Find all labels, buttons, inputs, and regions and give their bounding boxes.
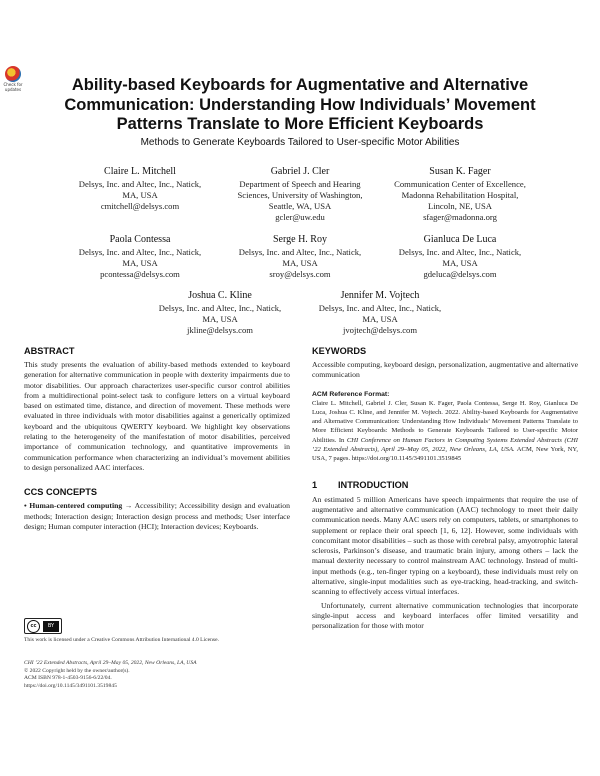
- paper-subtitle: Methods to Generate Keyboards Tailored to User-specific Motor Abilities: [140, 137, 460, 148]
- author-affiliation: MA, USA: [122, 189, 158, 200]
- introduction-heading: [312, 480, 578, 491]
- reference-format-heading: ACM Reference Format:: [312, 390, 390, 398]
- author-affiliation: Lincoln, NE, USA: [428, 201, 492, 211]
- author-email[interactable]: jkline@delsys.com: [187, 325, 253, 335]
- author-name: Gianluca De Luca: [423, 234, 497, 245]
- author-email[interactable]: jvojtech@delsys.com: [342, 325, 418, 335]
- author-email[interactable]: pcontessa@delsys.com: [100, 269, 180, 279]
- author-name: Claire L. Mitchell: [104, 166, 176, 177]
- reference-venue: CHI Conference on Human Factors in Computing Systems Extended Abstracts (CHI ’22 Extended Abstracts), April 29–May 05, 2022, New Orleans, LA, USA.: [312, 436, 578, 454]
- author-block: [50, 234, 230, 280]
- author-affiliation: MA, USA: [362, 313, 398, 324]
- author-affiliation: MA, USA: [122, 257, 158, 268]
- publication-info: [24, 660, 290, 690]
- doi-link[interactable]: https://doi.org/10.1145/3491101.3519845: [24, 682, 117, 689]
- ccs-heading: CCS CONCEPTS: [24, 487, 97, 498]
- keywords-heading: KEYWORDS: [312, 346, 367, 356]
- ccs-lead: • Human-centered computing: [24, 501, 123, 511]
- author-block: [130, 290, 310, 336]
- introduction-paragraph: An estimated 5 million Americans have speech impairments that require the use of augmentative and alternative communication (AAC) technology to meet their daily communication needs. Many AAC users rely on computers, tablets, or smartphones to supplement or replace their oral speech [1, 6, 12]. However, some individuals with concomitant motor disabilities – such as those with cerebral palsy, amyotrophic lateral sclerosis, Parkinson’s disease, and traumatic brain injury, among others – lack the manual dexterity necessary to control mainstream AAC technology. Instead of multi-input methods (e.g., ten-finger typing on a keyboard), these individuals must rely on alternative, single-input modalities such as eye-tracking, head-tracking, and switch-scanning to effectively access virtual interfaces.: [312, 494, 578, 597]
- author-email[interactable]: sroy@delsys.com: [269, 269, 331, 279]
- author-name: Susan K. Fager: [429, 166, 491, 177]
- keywords-text: Accessible computing, keyboard design, personalization, augmentative and alternative communication: [312, 360, 578, 380]
- ccs-arrow: →: [124, 501, 133, 511]
- badge-caption: Check for updates: [3, 82, 23, 92]
- abstract-heading: ABSTRACT: [24, 346, 75, 356]
- author-name: Serge H. Roy: [273, 234, 327, 245]
- author-affiliation: Seattle, WA, USA: [268, 201, 332, 211]
- paper-title: [50, 76, 550, 135]
- author-block: [50, 166, 230, 212]
- author-name: Paola Contessa: [109, 234, 171, 245]
- author-affiliation: MA, USA: [282, 257, 318, 268]
- title-line: Communication: Understanding How Individuals’ Movement: [64, 95, 536, 114]
- author-block: [370, 166, 550, 223]
- author-affiliation: Communication Center of Excellence,: [394, 178, 526, 189]
- section-number: 1: [312, 479, 318, 490]
- introduction-paragraph: Unfortunately, current alternative communication technologies that incorporate single-input access and keyboard interfaces offer limited versatility and personalization for those with motor: [312, 600, 578, 631]
- reference-tail: ACM, New York, NY, USA, 7 pages. https://doi.org/10.1145/3491101.3519845: [312, 446, 578, 463]
- author-affiliation: Delsys, Inc. and Altec, Inc., Natick,: [318, 302, 442, 313]
- author-affiliation: MA, USA: [202, 313, 238, 324]
- author-affiliation: MA, USA: [442, 257, 478, 268]
- venue-line: CHI ’22 Extended Abstracts, April 29–May 05, 2022, New Orleans, LA, USA: [24, 660, 197, 666]
- copyright-line: © 2022 Copyright held by the owner/author(s).: [24, 667, 130, 674]
- author-block: [210, 166, 390, 223]
- left-column: [24, 346, 290, 532]
- author-email[interactable]: cmitchell@delsys.com: [100, 201, 180, 211]
- check-for-updates-icon: [5, 66, 21, 82]
- author-affiliation: Delsys, Inc. and Altec, Inc., Natick,: [78, 246, 202, 257]
- isbn-line: ACM ISBN 978-1-4503-9156-6/22/04.: [24, 675, 112, 682]
- ccs-concepts: [24, 501, 290, 532]
- creative-commons-icon: cc: [27, 620, 40, 633]
- license-text: This work is licensed under a Creative Commons Attribution International 4.0 License.: [24, 637, 219, 643]
- author-block: [290, 290, 470, 336]
- author-email[interactable]: gcler@uw.edu: [275, 212, 325, 223]
- check-for-updates-badge[interactable]: [2, 66, 24, 96]
- author-block: [210, 234, 390, 280]
- author-email[interactable]: gdeluca@delsys.com: [423, 269, 497, 279]
- author-affiliation: Delsys, Inc. and Altec, Inc., Natick,: [158, 302, 282, 313]
- author-affiliation: Delsys, Inc. and Altec, Inc., Natick,: [78, 178, 202, 189]
- section-title: INTRODUCTION: [338, 479, 409, 490]
- abstract-text: This study presents the evaluation of ability-based methods extended to keyboard generation for alternative communication in people with dexterity impairments due to motor disabilities. Our approach characterizes user-specific cursor control abilities from a multidirectional point-select task to configure letters on a virtual keyboard based on estimated time, distance, and direction of movement. These methods were evaluated in three individuals with motor disabilities against a generically optimized keyboard and the ubiquitous QWERTY keyboard. We highlight key observations relating to the heterogeneity of the manifestation of motor disabilities, perceived importance of communication technology, and quantitative improvements in communication performance when characterizing an individual’s movement abilities to design personalized AAC interfaces.: [24, 360, 290, 472]
- reference-authors: Claire L. Mitchell, Gabriel J. Cler, Susan K. Fager, Paola Contessa, Serge H. Roy, Gianluca De Luca, Joshua C. Kline, and Jennifer M. Vojtech. 2022. Ability-based Keyboards for Augmentative and Alternative Communication: Understanding How Individuals’ Movement Patterns Translate to More Efficient Keyboards: Methods to Generate Keyboards Tailored to User-specific Motor Abilities. In: [312, 399, 578, 444]
- author-affiliation: Delsys, Inc. and Altec, Inc., Natick,: [238, 246, 362, 257]
- author-email[interactable]: sfager@madonna.org: [423, 212, 497, 223]
- author-name: Gabriel J. Cler: [270, 166, 330, 177]
- title-line: Patterns Translate to More Efficient Keyboards: [116, 115, 484, 133]
- author-affiliation: Sciences, University of Washington,: [237, 189, 363, 200]
- attribution-icon: BY: [43, 621, 59, 632]
- title-line: Ability-based Keyboards for Augmentative and Alternative: [71, 76, 529, 94]
- ccs-text: Accessibility; Accessibility design and evaluation methods; Interaction design; Interaction design process and methods; User interface design; Human computer interaction (HCI); Interaction devices; Keyboards.: [24, 501, 290, 531]
- author-affiliation: Department of Speech and Hearing: [239, 178, 361, 189]
- author-name: Jennifer M. Vojtech: [340, 290, 420, 301]
- cc-by-license-badge[interactable]: [24, 618, 62, 634]
- author-affiliation: Madonna Rehabilitation Hospital,: [401, 189, 519, 200]
- author-block: [370, 234, 550, 280]
- author-name: Joshua C. Kline: [188, 290, 252, 301]
- right-column: [312, 346, 578, 632]
- reference-format-text: [312, 399, 578, 464]
- author-affiliation: Delsys, Inc. and Altec, Inc., Natick,: [398, 246, 522, 257]
